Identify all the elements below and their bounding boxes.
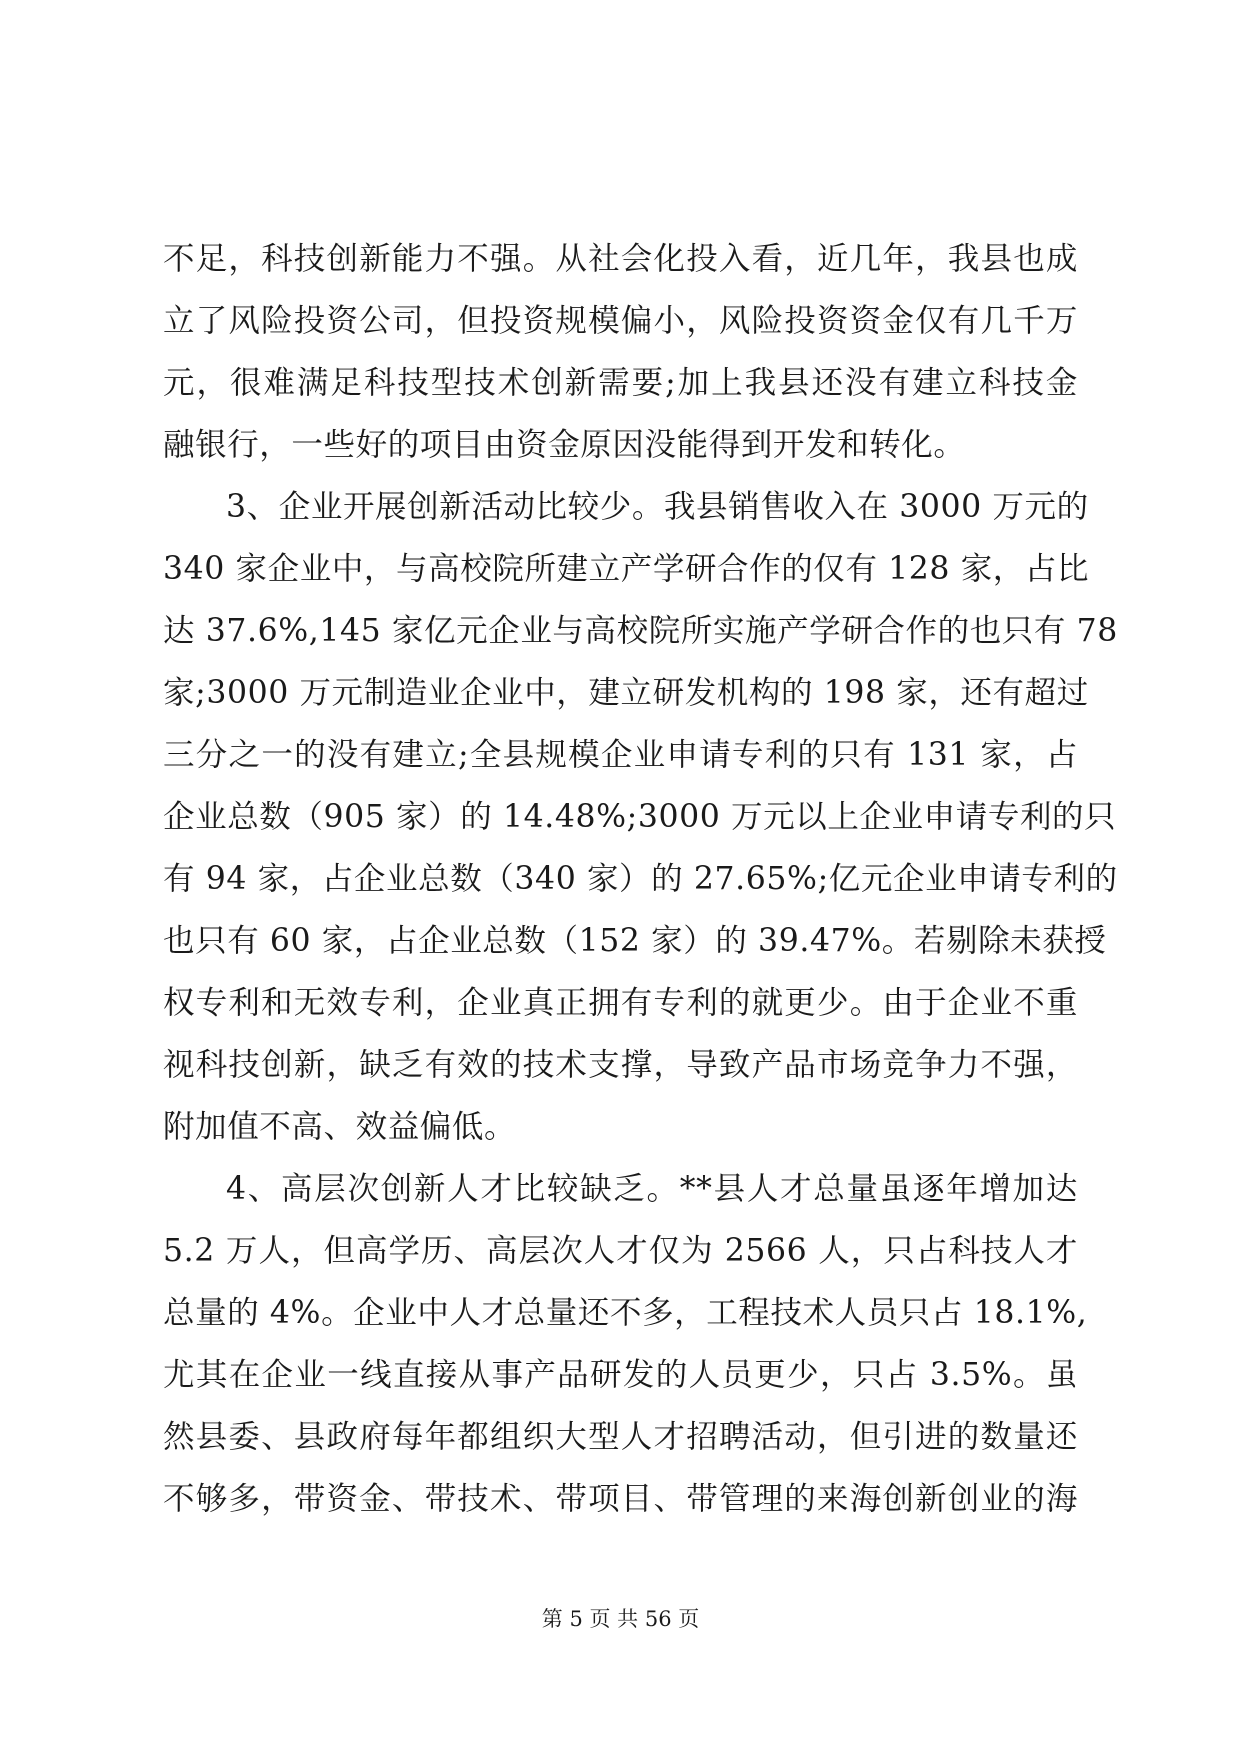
text-line: 附加值不高、效益偏低。 [163,1109,517,1145]
text-line: 尤其在企业一线直接从事产品研发的人员更少，只占 3.5%。虽 [163,1357,1078,1393]
page-footer [0,1604,1241,1634]
text-line: 家;3000 万元制造业企业中，建立研发机构的 198 家，还有超过 [163,675,1089,711]
text-line: 元，很难满足科技型技术创新需要;加上我县还没有建立科技金 [163,365,1078,401]
text-line: 有 94 家，占企业总数（340 家）的 27.65%;亿元企业申请专利的 [163,861,1118,897]
document-body [163,228,1118,1530]
text-line: 总量的 4%。企业中人才总量还不多，工程技术人员只占 18.1%, [163,1295,1088,1331]
text-line: 权专利和无效专利，企业真正拥有专利的就更少。由于企业不重 [163,985,1078,1021]
text-line: 融银行，一些好的项目由资金原因没能得到开发和转化。 [163,427,966,463]
text-line: 不足，科技创新能力不强。从社会化投入看，近几年，我县也成 [163,241,1078,277]
text-line: 立了风险投资公司，但投资规模偏小，风险投资资金仅有几千万 [163,303,1078,339]
text-line: 不够多，带资金、带技术、带项目、带管理的来海创新创业的海 [163,1481,1078,1517]
text-line: 然县委、县政府每年都组织大型人才招聘活动，但引进的数量还 [163,1419,1078,1455]
section-3-heading-line: 3、企业开展创新活动比较少。我县销售收入在 3000 万元的 [226,489,1089,525]
text-line: 5.2 万人，但高学历、高层次人才仅为 2566 人，只占科技人才 [163,1233,1078,1269]
text-line: 三分之一的没有建立;全县规模企业申请专利的只有 131 家，占 [163,737,1078,773]
text-line: 也只有 60 家，占企业总数（152 家）的 39.47%。若剔除未获授 [163,923,1107,959]
text-line: 企业总数（905 家）的 14.48%;3000 万元以上企业申请专利的只 [163,799,1117,835]
section-4-heading-line: 4、高层次创新人才比较缺乏。**县人才总量虽逐年增加达 [226,1171,1078,1207]
text-line: 340 家企业中，与高校院所建立产学研合作的仅有 128 家，占比 [163,551,1090,587]
page-number-label: 第 5 页 共 56 页 [541,1607,700,1631]
text-line: 达 37.6%,145 家亿元企业与高校院所实施产学研合作的也只有 78 [163,613,1118,649]
text-line: 视科技创新，缺乏有效的技术支撑，导致产品市场竞争力不强， [163,1047,1078,1083]
